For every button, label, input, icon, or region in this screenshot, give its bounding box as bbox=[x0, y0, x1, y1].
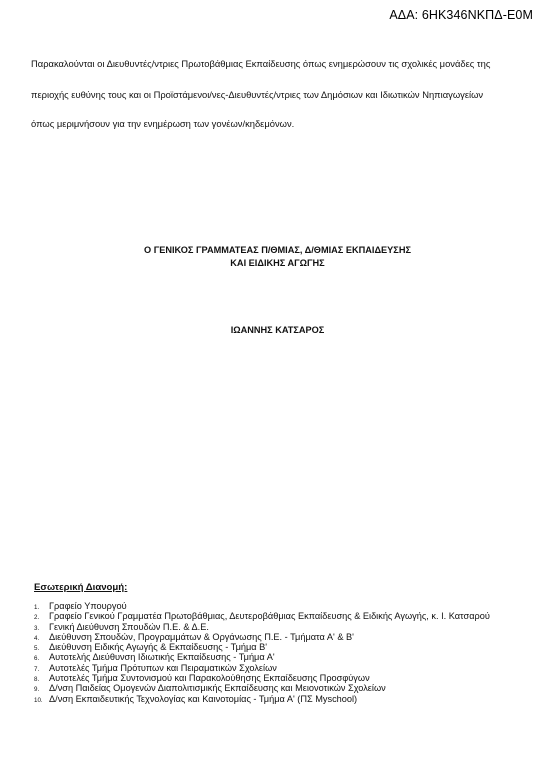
distribution-item bbox=[34, 683, 534, 693]
distribution-list bbox=[34, 601, 534, 704]
list-text: Δ/νση Παιδείας Ομογενών Διαπολιτισμικής Εκπαίδευσης και Μειονοτικών Σχολείων bbox=[49, 683, 386, 694]
list-text: Γενική Διεύθυνση Σπουδών Π.Ε. & Δ.Ε. bbox=[49, 621, 209, 632]
list-number: 10. bbox=[34, 696, 43, 704]
body-paragraph-line-2: περιοχής ευθύνης τους και οι Προϊστάμενοι/νες-Διευθυντές/ντριες των Δημόσιων και Ιδιωτικών Νηπιαγωγείων bbox=[31, 89, 484, 100]
distribution-item bbox=[34, 632, 534, 642]
signatory-title-line-1: Ο ΓΕΝΙΚΟΣ ΓΡΑΜΜΑΤΕΑΣ Π/ΘΜΙΑΣ, Δ/ΘΜΙΑΣ ΕΚΠΑΙΔΕΥΣΗΣ bbox=[144, 245, 411, 255]
distribution-item bbox=[34, 663, 534, 673]
distribution-item bbox=[34, 652, 534, 662]
signatory-title bbox=[0, 244, 555, 270]
list-text: Γραφείο Υπουργού bbox=[49, 601, 127, 611]
list-text: Αυτοτελές Τμήμα Πρότυπων και Πειραματικών Σχολείων bbox=[49, 662, 277, 673]
list-number: 5. bbox=[34, 645, 40, 653]
distribution-item bbox=[34, 673, 534, 683]
list-text: Διεύθυνση Σπουδών, Προγραμμάτων & Οργάνωσης Π.Ε. - Τμήματα Α' & Β' bbox=[49, 631, 354, 642]
list-number: 2. bbox=[34, 614, 40, 622]
ada-code: ΑΔΑ: 6ΗΚ346ΝΚΠΔ-Ε0Μ bbox=[389, 8, 533, 22]
list-number: 8. bbox=[34, 676, 40, 684]
list-number: 6. bbox=[34, 655, 40, 663]
list-number: 7. bbox=[34, 665, 40, 673]
signatory-name: ΙΩΑΝΝΗΣ ΚΑΤΣΑΡΟΣ bbox=[230, 325, 325, 335]
body-paragraph-line-3: όπως μεριμνήσουν για την ενημέρωση των γονέων/κηδεμόνων. bbox=[31, 118, 295, 129]
distribution-item bbox=[34, 642, 534, 652]
distribution-item bbox=[34, 601, 534, 611]
list-number: 9. bbox=[34, 686, 40, 694]
body-paragraph-line-1: Παρακαλούνται οι Διευθυντές/ντριες Πρωτοβάθμιας Εκπαίδευσης όπως ενημερώσουν τις σχολικές μονάδες της bbox=[31, 58, 491, 69]
distribution-item bbox=[34, 611, 534, 621]
list-text: Γραφείο Γενικού Γραμματέα Πρωτοβάθμιας, Δευτεροβάθμιας Εκπαίδευσης & Ειδικής Αγωγής, κ. Ι. Κατσαρού bbox=[49, 611, 490, 622]
distribution-item bbox=[34, 694, 534, 704]
list-number: 3. bbox=[34, 624, 40, 632]
list-text: Διεύθυνση Ειδικής Αγωγής & Εκπαίδευσης - Τμήμα Β' bbox=[49, 642, 268, 653]
list-number: 4. bbox=[34, 634, 40, 642]
distribution-heading: Εσωτερική Διανομή: bbox=[34, 582, 128, 593]
list-text: Δ/νση Εκπαιδευτικής Τεχνολογίας και Καινοτομίας - Τμήμα Α' (ΠΣ Myschool) bbox=[49, 693, 358, 704]
list-number: 1. bbox=[34, 604, 40, 611]
list-text: Αυτοτελές Τμήμα Συντονισμού και Παρακολούθησης Εκπαίδευσης Προσφύγων bbox=[49, 673, 370, 684]
signatory-title-line-2: ΚΑΙ ΕΙΔΙΚΗΣ ΑΓΩΓΗΣ bbox=[230, 258, 325, 268]
distribution-item bbox=[34, 622, 534, 632]
list-text: Αυτοτελής Διεύθυνση Ιδιωτικής Εκπαίδευσης - Τμήμα Α' bbox=[49, 652, 275, 663]
